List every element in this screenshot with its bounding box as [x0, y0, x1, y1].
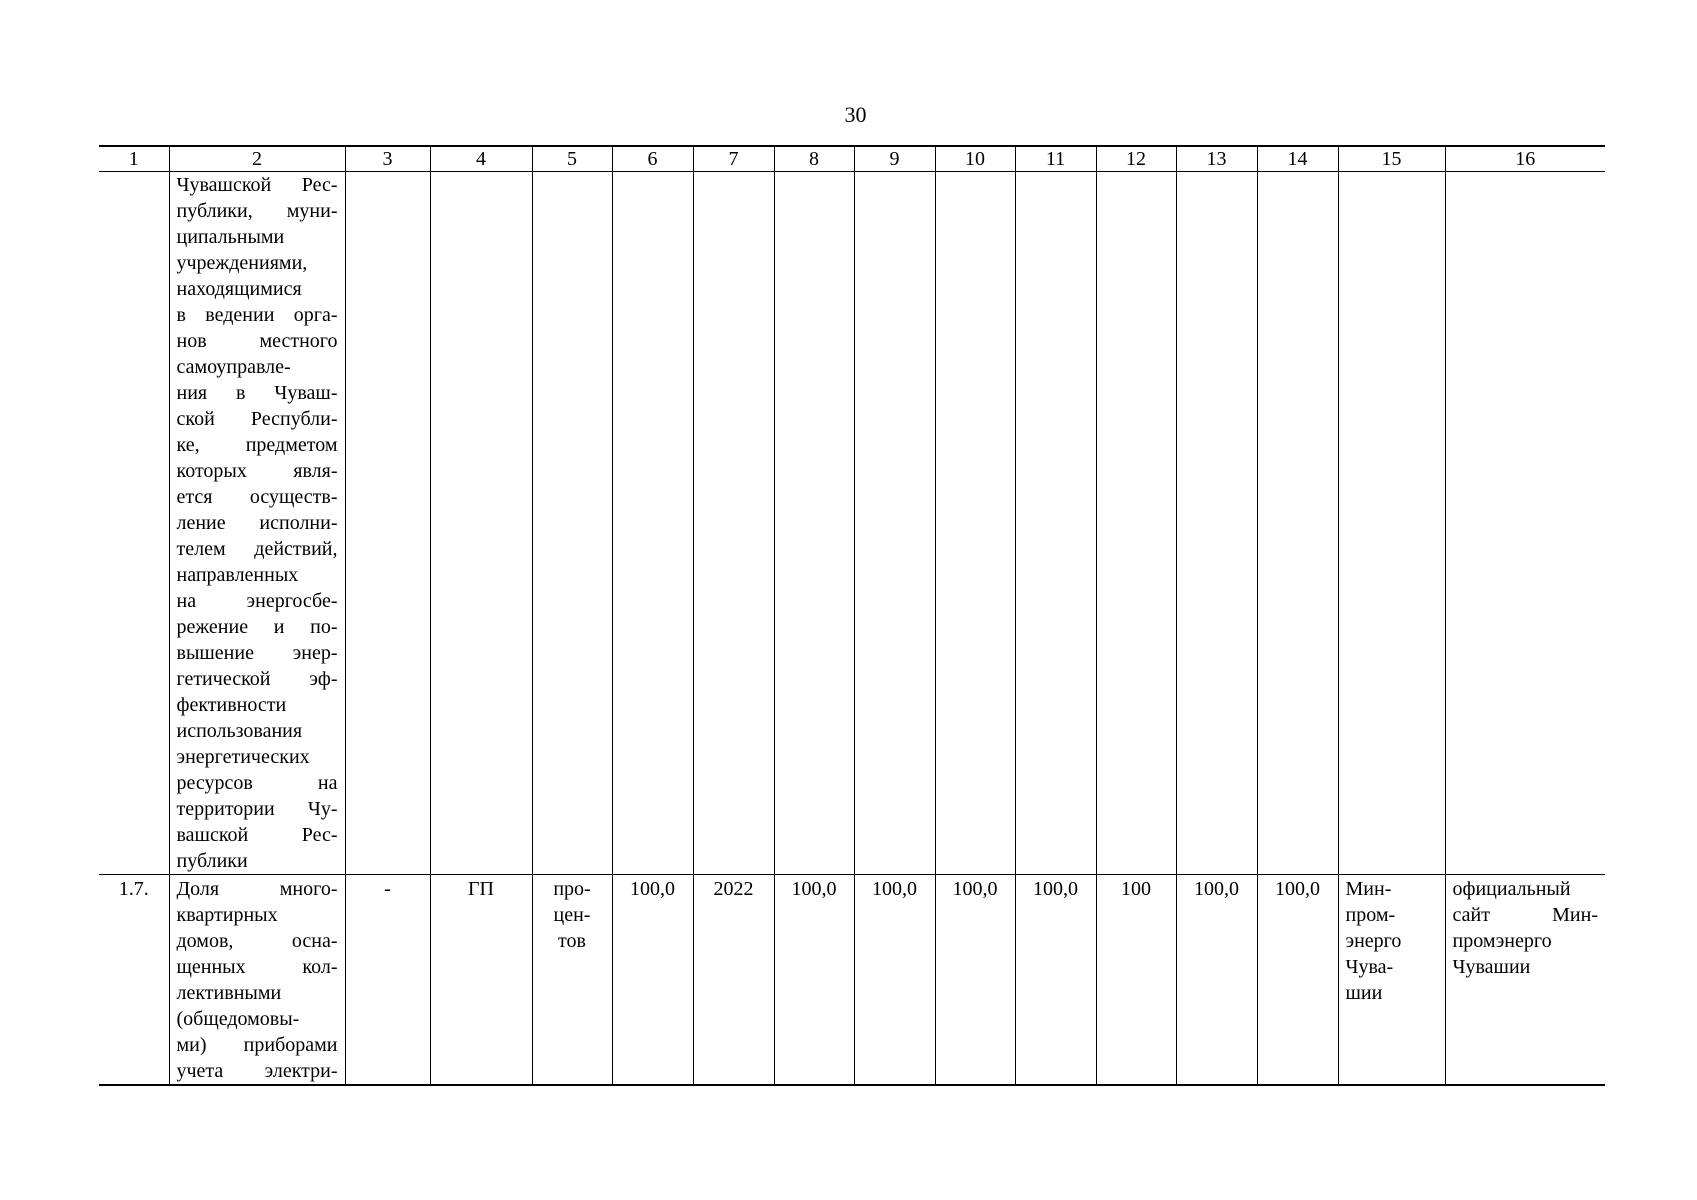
cell-empty [430, 172, 532, 875]
header-cell: 5 [532, 146, 612, 172]
header-cell: 12 [1096, 146, 1176, 172]
text-line: сайт Мин- [1452, 904, 1598, 926]
table-row-continuation [99, 172, 1605, 875]
text-line: самоуправле- [176, 356, 291, 378]
cell-empty [1015, 172, 1096, 875]
cell-empty [1096, 172, 1176, 875]
cell-number [99, 172, 169, 875]
text-line: телем действий, [176, 538, 338, 560]
cell-publication [1445, 875, 1605, 1086]
cell-value: 100,0 [854, 875, 935, 1086]
header-cell: 8 [774, 146, 854, 172]
cell-empty [1445, 172, 1605, 875]
header-cell: 13 [1176, 146, 1257, 172]
text-line: нов местного [176, 330, 338, 352]
text-line: Чувашии [1452, 956, 1531, 978]
text-line: ке, предметом [176, 434, 338, 456]
text-line: направленных [176, 564, 299, 586]
header-cell: 7 [693, 146, 774, 172]
cell-description [169, 875, 345, 1086]
cell-value: 100,0 [612, 875, 693, 1086]
cell-value: 100,0 [1176, 875, 1257, 1086]
cell-empty [774, 172, 854, 875]
cell-responsible [1338, 875, 1445, 1086]
text-line: ресурсов на [176, 772, 338, 794]
header-cell: 11 [1015, 146, 1096, 172]
text-line: энерго [1345, 930, 1402, 952]
cell-description [169, 172, 345, 875]
header-cell: 6 [612, 146, 693, 172]
header-cell: 4 [430, 146, 532, 172]
text-line: ния в Чуваш- [176, 382, 338, 404]
text-line: использования [176, 720, 303, 742]
text-line: щенных кол- [176, 956, 338, 978]
text-line: фективности [176, 694, 287, 716]
text-line: лективными [176, 982, 282, 1004]
text-line: ципальными [176, 226, 285, 248]
text-line: домов, осна- [176, 930, 338, 952]
text-line: ской Республи- [176, 408, 338, 430]
cell-empty [532, 172, 612, 875]
cell-number: 1.7. [99, 875, 169, 1086]
text-line: Чувашской Рес- [176, 174, 338, 196]
text-line: шии [1345, 982, 1383, 1004]
cell-year: 2022 [693, 875, 774, 1086]
cell-empty [693, 172, 774, 875]
text-line: режение и по- [176, 616, 338, 638]
header-cell: 9 [854, 146, 935, 172]
text-line: публики [176, 850, 248, 872]
text-line: учета электри- [176, 1060, 338, 1082]
header-cell: 15 [1338, 146, 1445, 172]
cell-value: 100,0 [774, 875, 854, 1086]
text-line: Чува- [1345, 956, 1394, 978]
text-line: Мин- [1345, 878, 1392, 900]
page-number: 30 [844, 102, 867, 127]
text-line: на энергосбе- [176, 590, 338, 612]
cell-empty [612, 172, 693, 875]
header-cell: 1 [99, 146, 169, 172]
header-cell: 2 [169, 146, 345, 172]
text-line: которых явля- [176, 460, 338, 482]
text-line: ми) приборами [176, 1034, 338, 1056]
cell-empty [1338, 172, 1445, 875]
text-line: про- [553, 878, 591, 900]
text-line: находящимися [176, 278, 302, 300]
header-cell: 14 [1257, 146, 1338, 172]
cell-empty [1257, 172, 1338, 875]
cell-empty [935, 172, 1015, 875]
text-line: публики, муни- [176, 200, 338, 222]
text-line: Доля много- [176, 878, 338, 900]
cell-value: 100,0 [935, 875, 1015, 1086]
text-line: ление исполни- [176, 512, 338, 534]
cell-source: ГП [430, 875, 532, 1086]
indicators-table [99, 145, 1605, 1086]
text-line: вашской Рес- [176, 824, 338, 846]
cell-value: 100,0 [1257, 875, 1338, 1086]
text-line: территории Чу- [176, 798, 338, 820]
table-row-1-7 [99, 875, 1605, 1086]
text-line: ется осуществ- [176, 486, 338, 508]
text-line: вышение энер- [176, 642, 338, 664]
text-line: в ведении орга- [176, 304, 338, 326]
table-header-row [99, 146, 1605, 172]
header-cell: 10 [935, 146, 1015, 172]
text-line: пром- [1345, 904, 1396, 926]
cell-empty [854, 172, 935, 875]
text-line: гетической эф- [176, 668, 338, 690]
cell-base-value: - [345, 875, 430, 1086]
cell-unit [532, 875, 612, 1086]
text-line: промэнерго [1452, 930, 1552, 952]
text-line: учреждениями, [176, 252, 308, 274]
cell-empty [345, 172, 430, 875]
cell-empty [1176, 172, 1257, 875]
text-line: (общедомовы- [176, 1008, 300, 1030]
text-line: квартирных [176, 904, 278, 926]
header-cell: 3 [345, 146, 430, 172]
cell-value: 100 [1096, 875, 1176, 1086]
header-cell: 16 [1445, 146, 1605, 172]
cell-value: 100,0 [1015, 875, 1096, 1086]
text-line: официальный [1452, 878, 1571, 900]
text-line: тов [558, 930, 586, 952]
text-line: цен- [553, 904, 591, 926]
text-line: энергетических [176, 746, 310, 768]
